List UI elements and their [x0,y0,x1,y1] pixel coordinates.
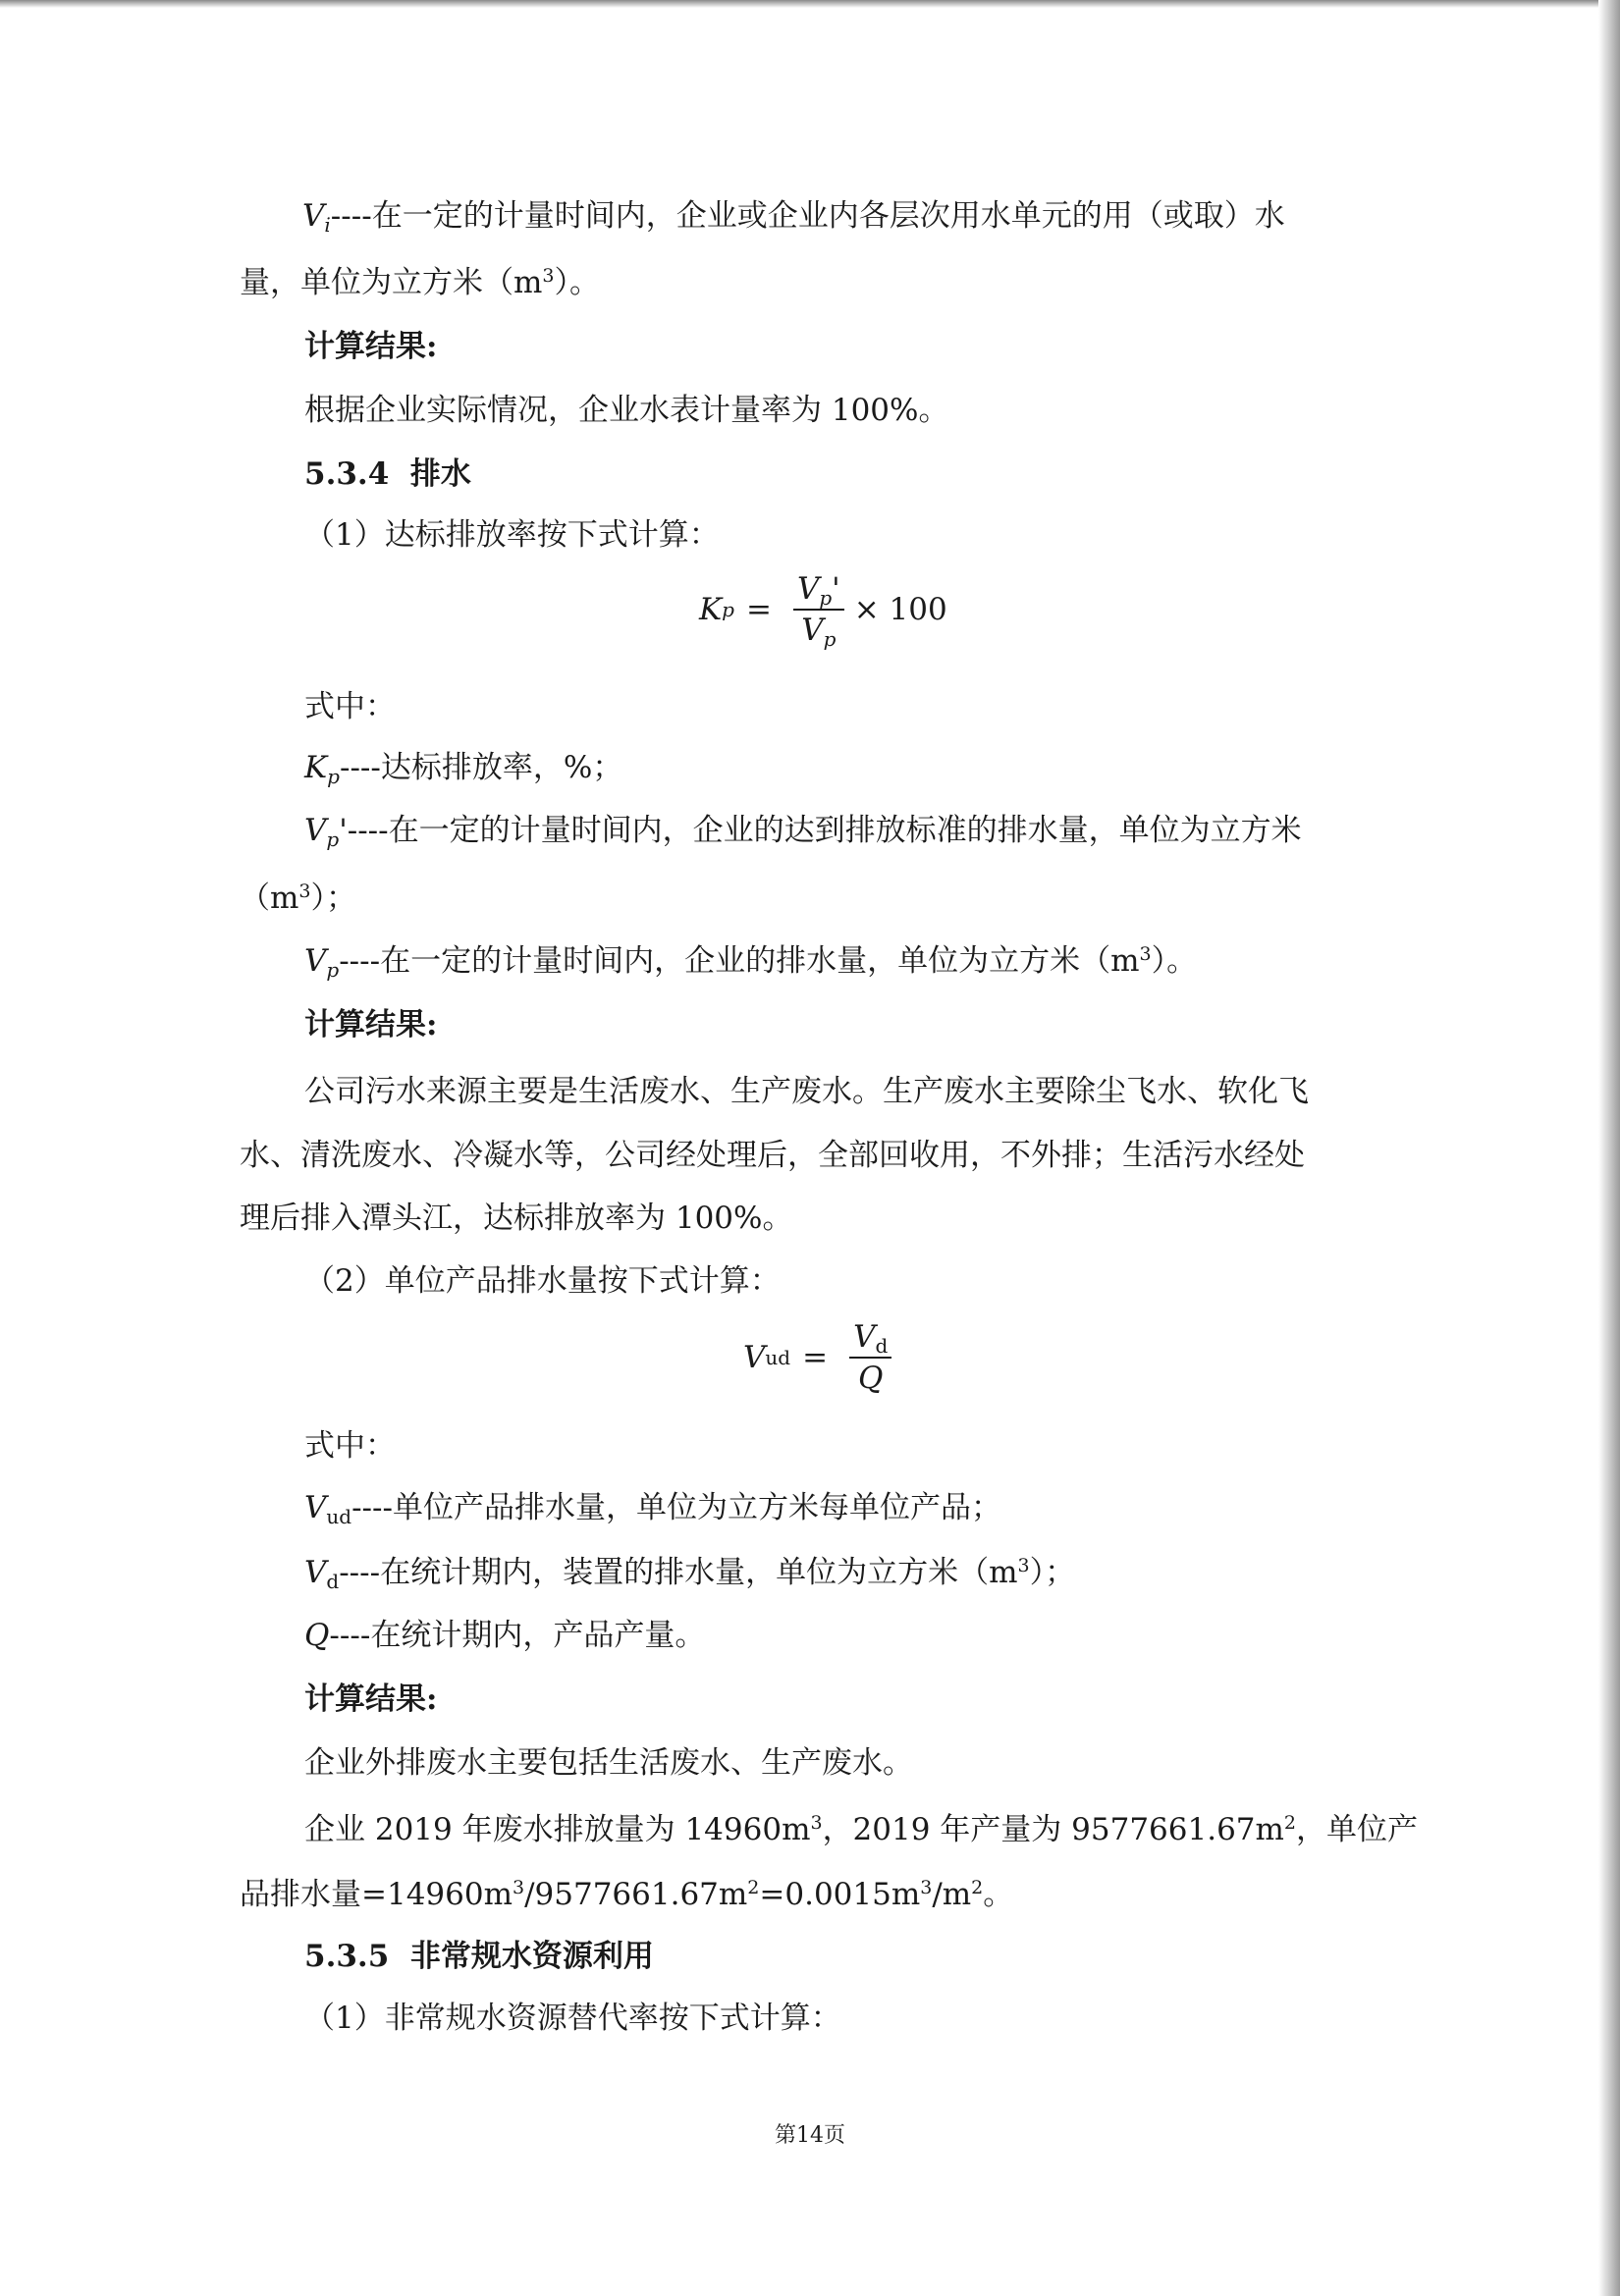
line-text-end: ）； [1029,1555,1076,1590]
line-text: ，2019 年产量为 9577661.67m [822,1812,1284,1847]
text-line-26: （1）非常规水资源替代率按下式计算： [304,2001,841,2036]
var-k: K [304,750,328,785]
text-line-19 [304,1553,1075,1592]
line-text-end: ）。 [554,265,600,300]
line-text: 品排水量=14960m [240,1877,513,1912]
superscript: 3 [298,881,311,902]
superscript: 3 [513,1877,525,1898]
superscript: 3 [1017,1555,1030,1576]
line-text: ----在一定的计量时间内，企业的排水量，单位为立方米（m [339,943,1140,979]
line-text: ----在统计期内，产品产量。 [329,1618,706,1653]
section-heading-5-3-4 [304,454,471,494]
var-v: V [304,1490,327,1525]
formula-equals: = [745,592,772,627]
text-line-24 [240,1875,1013,1914]
formula-denominator [797,611,839,651]
line-text: 量，单位为立方米（m [240,265,543,300]
text-line-16: （2）单位产品排水量按下式计算： [304,1263,781,1299]
formula-unit-discharge: V ud = $\frac{V_d}{Q}$ [743,1319,901,1396]
section-title: 排水 [409,456,471,492]
var-sub: p [326,958,340,982]
line-text: ，单位产 [1296,1812,1419,1847]
num-prime: ' [832,571,840,607]
line-text: =0.0015m [759,1877,921,1912]
den-sub: p [823,627,837,651]
text-line-6: （1）达标排放率按下式计算： [304,517,720,553]
page-number: 第14页 [775,2123,845,2148]
calc-result-heading-1: 计算结果: [304,329,438,364]
text-line-23 [304,1810,1418,1849]
var-sub: p [326,828,340,851]
var-v: V [304,813,327,848]
var-v: V [304,943,327,979]
text-line-20 [304,1616,705,1655]
var-sub: p [327,765,340,788]
formula-denominator: Q [857,1361,884,1396]
text-line-11 [304,941,1197,981]
section-title: 非常规水资源利用 [409,1939,654,1974]
superscript: 3 [920,1877,933,1898]
formula-lhs-var: V [743,1340,766,1375]
superscript: 3 [1139,943,1152,965]
superscript: 2 [747,1877,760,1898]
formula-times: × 100 [853,592,947,627]
formula-discharge-rate: K p = $\frac{V_p'}{V_p}$ × 100 [699,571,947,651]
line-text: （m [240,881,299,916]
formula-fraction [849,1319,891,1396]
text-line-10 [240,879,356,918]
line-text: /m [932,1877,972,1912]
text-line-2 [240,263,600,302]
section-number: 5.3.4 [304,456,390,492]
line-text: ----在统计期内，装置的排水量，单位为立方米（m [339,1555,1018,1590]
var-v: V [302,198,325,234]
line-text-end: ）。 [1151,943,1198,979]
text-line-15: 理后排入潭头江，达标排放率为 100%。 [240,1201,793,1236]
formula-lhs-var: K [699,592,723,627]
text-line-4: 根据企业实际情况，企业水表计量率为 100%。 [304,393,949,428]
var-sub: i [324,213,331,237]
line-text-end: ）； [310,881,356,916]
superscript: 3 [810,1812,823,1834]
superscript: 2 [971,1877,984,1898]
section-heading-5-3-5 [304,1937,654,1976]
text-line-13: 公司污水来源主要是生活废水、生产废水。生产废水主要除尘飞水、软化飞 [304,1074,1309,1109]
calc-result-heading-3: 计算结果: [304,1682,438,1717]
text-line-8 [304,748,622,787]
num-sub: p [819,586,833,610]
line-text: ----达标排放率，%； [339,750,623,785]
text-line-1 [302,196,1285,236]
text-line-7: 式中： [304,689,396,724]
text-line-17: 式中： [304,1428,396,1464]
section-number: 5.3.5 [304,1939,390,1974]
formula-numerator [793,571,844,611]
line-text: ----在一定的计量时间内，企业或企业内各层次用水单元的用（或取）水 [330,198,1285,234]
var-sub: ud [326,1505,352,1528]
superscript: 2 [1283,1812,1297,1834]
text-line-9 [304,811,1302,850]
var-sub: d [326,1570,340,1593]
superscript: 3 [542,265,555,287]
line-text: 企业 2019 年废水排放量为 14960m [304,1812,811,1847]
formula-equals: = [802,1340,829,1375]
calc-result-heading-2: 计算结果: [304,1007,438,1042]
formula-numerator [849,1319,891,1359]
line-text: 。 [983,1877,1014,1912]
formula-fraction [793,571,844,651]
line-text: '----在一定的计量时间内，企业的达到排放标准的排水量，单位为立方米 [339,813,1302,848]
var-v: V [304,1555,327,1590]
text-line-22: 企业外排废水主要包括生活废水、生产废水。 [304,1745,913,1781]
den-var: V [801,613,824,648]
scan-edge-top [0,0,1620,8]
num-var: V [796,571,820,607]
scan-edge-right [1598,0,1620,2296]
text-line-18 [304,1488,1001,1527]
num-var: V [853,1319,876,1355]
var-q: Q [304,1618,330,1653]
line-text: /9577661.67m [524,1877,748,1912]
text-line-14: 水、清洗废水、冷凝水等，公司经处理后，全部回收用，不外排；生活污水经处 [240,1138,1305,1173]
line-text: ----单位产品排水量，单位为立方米每单位产品； [351,1490,1001,1525]
num-sub: d [875,1334,889,1358]
